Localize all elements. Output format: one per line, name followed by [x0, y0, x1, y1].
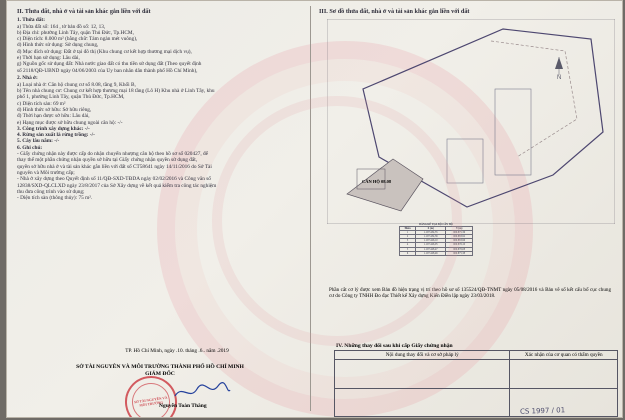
table-cell: 1.197.426,05 [416, 243, 446, 247]
changes-section-title: IV. Những thay đổi sau khi cấp Giấy chứng nhận [336, 343, 453, 349]
coordinate-table-title: BẢNG KÊ TỌA ĐỘ CĂN HỘ [419, 223, 453, 226]
changes-header-confirmation: Xác nhận của cơ quan có thẩm quyền [510, 351, 618, 360]
changes-table [334, 350, 618, 417]
notes-lines-line: 12838/SXD-QLCLXD ngày 23/8/2017 của Sở Xây dựng về kết quả kiểm tra công tác nghiệm [17, 182, 217, 189]
table-cell: 3 [400, 239, 416, 243]
date-line [97, 348, 257, 354]
land-lines-line: e) Thời hạn sử dụng: Lâu dài, [17, 55, 80, 62]
other-items [17, 126, 302, 145]
table-cell: 1.197.428,46 [416, 251, 446, 255]
certificate-page [6, 0, 623, 418]
house-lines-line: c) Diện tích sàn: 69 m² [17, 100, 66, 107]
land-lines-line: g) Nguồn gốc sử dụng đất: Nhà nước giao đất có thu tiền sử dụng đất (Theo quyết định [17, 61, 202, 68]
house-lines-line: đ) Thời hạn được sở hữu: Lâu dài, [17, 113, 90, 120]
unit-label: CĂN HỘ 08.08 [362, 179, 392, 184]
table-cell: 2 [400, 235, 416, 239]
notes-header: 6. Ghi chú: [17, 144, 43, 151]
serial-number: CS 1997 / 01 [519, 406, 566, 416]
table-cell: 1.197.434,35 [416, 231, 446, 235]
signature-mark [172, 381, 232, 403]
table-cell: 1.197.426,10 [416, 239, 446, 243]
changes-cell [510, 360, 618, 388]
changes-header-content: Nội dung thay đổi và cơ sở pháp lý [335, 351, 510, 360]
table-cell: 600.883,92 [446, 235, 473, 239]
notes-details [17, 151, 302, 201]
table-cell: 4 [400, 243, 416, 247]
issue-date: TP. Hồ Chí Minh, ngày .10. tháng .6.. năm .2019 [125, 348, 229, 354]
item-line: 3. Công trình xây dựng khác: -/- [17, 125, 90, 132]
table-row [400, 239, 473, 243]
land-lines-line: c) Diện tích: 8.000 m² (bằng chữ: Tám ngàn mét vuông), [17, 36, 138, 43]
item-line: 4. Rừng sản xuất là rừng trồng: -/- [17, 132, 95, 139]
table-cell: 600.876,10 [446, 243, 473, 247]
notes-lines-line: nguyên và Môi trường cấp; [17, 169, 75, 176]
column-divider [310, 6, 311, 411]
svg-text:N: N [557, 75, 562, 81]
plan-note: Phần cắt cơ lý được xem Bản đồ hiện trạng vị trí theo hồ sơ số 135524/QĐ-TNMT ngày 05/08/2016 và Bản vẽ số kết cấu bố cục chung cư do Công ty TNHH Đo đạc Thiết kế Xây dựng Kiến Điền lập ngày 23/03/2018. [329, 287, 611, 300]
coordinate-table [399, 223, 473, 256]
table-row [400, 235, 473, 239]
land-lines-line: b) Địa chỉ: phường Linh Tây, quận Thủ Đức, Tp.HCM, [17, 29, 134, 36]
item-line: 5. Cây lâu năm: -/- [17, 138, 60, 145]
section-title-land: II. Thửa đất, nhà ở và tài sản khác gắn liền với đất [17, 8, 151, 15]
land-lines-line: a) Thửa đất số: 164 , tờ bản đồ số: 12, 13, [17, 23, 106, 30]
house-lines-line: b) Tên nhà chung cư: Chung cư kết hợp thương mại 18 tầng (Lô H) Khu nhà ở Linh Tây, khu [17, 88, 215, 95]
table-cell: 600.876,08 [446, 247, 473, 251]
notes-lines-line: thu đưa công trình vào sử dụng; [17, 188, 85, 195]
table-cell: 600.875,38 [446, 251, 473, 255]
site-plan-map [327, 19, 615, 224]
house-lines-line: d) Hình thức sở hữu: Sở hữu riêng, [17, 106, 92, 113]
issuing-agency [25, 364, 295, 377]
house-header: 2. Nhà ở: [17, 75, 38, 82]
house-details [17, 82, 302, 126]
table-cell: 6 [400, 251, 416, 255]
changes-row [335, 360, 618, 388]
right-column [319, 9, 617, 17]
changes-cell [335, 360, 510, 388]
changes-cell [335, 388, 510, 416]
house-lines-line: phố 1, phường Linh Tây, quận Thủ Đức, Tp.HCM, [17, 94, 125, 101]
left-column [17, 9, 302, 201]
table-row [400, 251, 473, 255]
table-cell: 1.197.434,36 [416, 235, 446, 239]
table-cell: 600.883,96 [446, 239, 473, 243]
notes-lines-line: - Nhà ở xây dựng theo Quyết định số 11/QĐ-SXD-TĐDA ngày 02/02/2016 và Công văn số [17, 176, 211, 183]
coordinate-table-header [400, 227, 473, 231]
signer-name: Nguyễn Toàn Thắng [159, 403, 207, 409]
table-row [400, 231, 473, 235]
notes-lines-line: - Giấy chứng nhận này được cấp do nhận chuyển nhượng căn hộ theo hồ sơ số 020427, để [17, 151, 209, 158]
land-lines-line: số 2118/QĐ-UBND ngày 04/06/2003 của Ủy ban nhân dân thành phố Hồ Chí Minh), [17, 67, 198, 74]
table-cell: 5 [400, 247, 416, 251]
table-cell: 600.875,36 [446, 231, 473, 235]
section-title-plan: III. Sơ đồ thửa đất, nhà ở và tài sản khác gắn liền với đất [319, 8, 470, 15]
table-cell: 1 [400, 231, 416, 235]
table-row [400, 243, 473, 247]
land-details [17, 24, 302, 74]
house-lines-line: a) Loại nhà ở: Căn hộ chung cư số 8.08, tầng 9, Khối B, [17, 81, 136, 88]
notes-lines-line: - Diện tích sàn (thông thủy): 75 m². [17, 195, 93, 202]
land-lines-line: đ) Mục đích sử dụng: Đất ở tại đô thị (Khu chung cư kết hợp thương mại dịch vụ), [17, 48, 192, 55]
land-lines-line: d) Hình thức sử dụng: Sử dụng chung, [17, 42, 99, 49]
house-lines-line: e) Hạng mục được sở hữu chung ngoài căn hộ: -/- [17, 119, 123, 126]
agency-title: GIÁM ĐỐC [145, 370, 175, 377]
table-row [400, 247, 473, 251]
land-header: 1. Thửa đất: [17, 17, 45, 24]
coordinate-header-cell: X (m) [416, 227, 446, 231]
notes-lines-line: quyền sở hữu nhà ở và tài sản khác gắn liền với đất số CT58641 ngày 14/11/2016 do Sở Tài [17, 163, 212, 170]
table-cell: 1.197.428,47 [416, 247, 446, 251]
changes-row [335, 388, 618, 416]
notes-lines-line: thay thế một phần chứng nhận quyền sở hữu tại Giấy chứng nhận quyền sử dụng đất, [17, 157, 198, 164]
coordinate-header-cell: Điểm [400, 227, 416, 231]
agency-name: SỞ TÀI NGUYÊN VÀ MÔI TRƯỜNG THÀNH PHỐ HỒ CHÍ MINH [76, 364, 244, 370]
stamp-text: SỞ TÀI NGUYÊN VÀ MÔI TRƯỜNG [130, 381, 173, 418]
coordinate-header-cell: Y (m) [446, 227, 473, 231]
